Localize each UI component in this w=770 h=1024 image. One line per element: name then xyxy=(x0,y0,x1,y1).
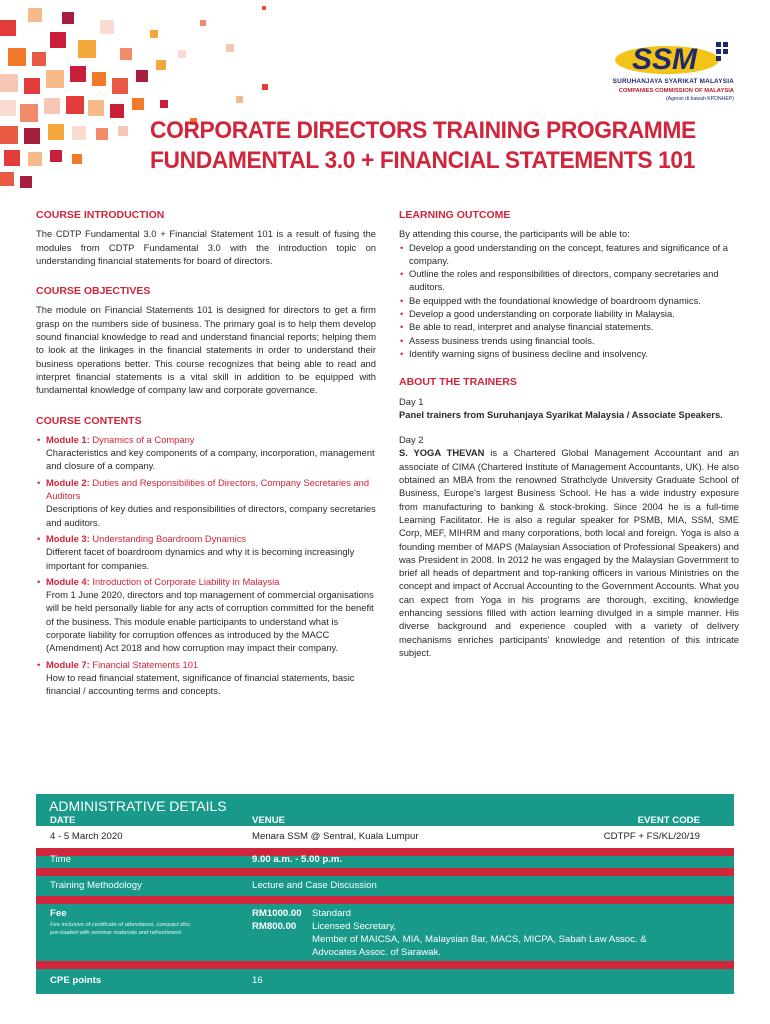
module-description: Descriptions of key duties and responsibilities of directors, company secretaries and auditors. xyxy=(46,503,376,528)
module-description: From 1 June 2020, directors and top management of commercial organisations will be held personally liable for any acts of corruption committed for the benefit of the business. This module enable participants to understand what is corporate liability for corruption offences as introduced by the MACC (Amendment) Act 2018 and how corruption may impact their company. xyxy=(46,589,374,654)
mosaic-square xyxy=(200,20,206,26)
fee-member-amount: RM800.00 xyxy=(252,921,297,932)
about-trainers-heading: ABOUT THE TRAINERS xyxy=(399,376,517,389)
fee-member-desc-2: Member of MAICSA, MIA, Malaysian Bar, MACS, MICPA, Sabah Law Assoc. & xyxy=(312,934,647,945)
methodology-value: Lecture and Case Discussion xyxy=(252,880,377,891)
learning-outcome-intro: By attending this course, the participants will be able to: xyxy=(399,228,630,240)
mosaic-square xyxy=(72,154,82,164)
ssm-logo xyxy=(604,36,734,120)
mosaic-square xyxy=(226,44,234,52)
outcome-item: • Assess business trends using financial tools. xyxy=(399,334,739,347)
mosaic-square xyxy=(110,104,124,118)
fee-member-desc-3: Advocates Assoc. of Sarawak. xyxy=(312,947,442,958)
course-contents-heading: COURSE CONTENTS xyxy=(36,414,142,427)
module-name: Dynamics of a Company xyxy=(92,433,195,445)
mosaic-square xyxy=(46,70,64,88)
venue-value: Menara SSM @ Sentral, Kuala Lumpur xyxy=(252,831,419,842)
course-contents xyxy=(36,415,376,698)
methodology-label: Training Methodology xyxy=(50,880,142,891)
module-item xyxy=(36,476,376,529)
event-code-label: EVENT CODE xyxy=(637,815,700,826)
mosaic-square xyxy=(62,12,74,24)
module-label: Module 2: xyxy=(46,476,90,488)
cpe-value: 16 xyxy=(252,975,263,986)
cpe-label: CPE points xyxy=(50,975,102,986)
outcome-item: • Be able to read, interpret and analyse financial statements. xyxy=(399,320,739,333)
mosaic-square xyxy=(0,172,14,186)
learning-outcome xyxy=(399,209,739,360)
logo-line-2: COMPANIES COMMISSION OF MALAYSIA xyxy=(618,88,734,94)
mosaic-square xyxy=(262,84,268,90)
fee-label: Fee xyxy=(50,908,67,919)
mosaic-square xyxy=(100,20,114,34)
course-objectives-heading: COURSE OBJECTIVES xyxy=(36,285,151,298)
mosaic-square xyxy=(24,128,40,144)
date-value: 4 - 5 March 2020 xyxy=(50,831,123,842)
fee-standard-desc: Standard xyxy=(312,908,351,919)
course-objectives-text: The module on Financial Statements 101 is designed for directors to get a firm grasp on the numbers side of business. The primary goal is to help them develop sound financial knowledge to read and understand financial reports; helping them to look at the linkages in the financial statements in order to understand their business operations better. This course recognizes that being able to read and interpret financial statements is a vital skill in addition to be equipped with fundamental knowledge of company law and corporate governance. xyxy=(36,304,376,396)
outcome-list xyxy=(399,241,739,361)
module-description: Different facet of boardroom dynamics and why it is becoming increasingly important for companies. xyxy=(46,546,355,571)
module-description: How to read financial statement, significance of financial statements, basic financial / accounting terms and concepts. xyxy=(46,671,355,697)
right-column xyxy=(399,209,739,659)
admin-heading: ADMINISTRATIVE DETAILS xyxy=(49,798,227,814)
module-list xyxy=(36,433,376,698)
module-label: Module 3: xyxy=(46,532,90,544)
mosaic-square xyxy=(178,50,186,58)
outcome-item: • Develop a good understanding on the concept, features and significance of a company. xyxy=(399,241,739,268)
mosaic-square xyxy=(156,60,166,70)
module-name: Financial Statements 101 xyxy=(92,658,199,670)
venue-label: VENUE xyxy=(252,815,286,826)
fee-member-desc: Licensed Secretary, xyxy=(312,921,397,932)
module-name: Understanding Boardroom Dynamics xyxy=(92,532,247,544)
mosaic-square xyxy=(78,40,96,58)
divider-strip xyxy=(36,848,734,856)
logo-line-1: SURUHANJAYA SYARIKAT MALAYSIA xyxy=(612,78,734,85)
mosaic-square xyxy=(48,124,64,140)
left-column xyxy=(36,209,376,701)
mosaic-square xyxy=(136,70,148,82)
page-title xyxy=(150,116,720,176)
trainer-bio-text: is a Chartered Global Management Accountant and an associate of CIMA (Chartered Institute of Management Accountants, UK). He also obtained an MBA from the renowned Strathclyde University Graduate School of Business, Europe's largest Business School. He has a wide industry exposure from manufacturing to banking & stock-broking. Since 2004 he is a full-time Learning Facilitator. He is also a regular speaker for PSMB, MIA, SSM, SME Corp, MEF, MIHRM and many corporations, both local and foreign. Yoga is also a founding member of MAPS (Malaysian Association of Professional Speakers) and was President in 2008. In 2012 he was engaged by the Malaysian Government to brief all heads of department and top-ranking officers in various Ministries on the concept and impact of Accrual Accounting to the Government Accounts. What you can expect from Yoga in his programs are thorough, exciting, knowledge enhancing sessions filled with action learning divulged in a simple manner. His diverse background and experience coupled with a variety of delivery mechanisms enriches participants' knowledge and retention of this intricate subject. xyxy=(399,447,739,658)
mosaic-square xyxy=(32,52,46,66)
outcome-item: • Identify warning signs of business decline and insolvency. xyxy=(399,347,739,360)
outcome-item: • Outline the roles and responsibilities of directors, company secretaries and auditors. xyxy=(399,267,739,294)
module-label: Module 4: xyxy=(46,575,90,587)
module-label: Module 1: xyxy=(46,433,90,445)
mosaic-square xyxy=(118,126,128,136)
mosaic-square xyxy=(236,96,243,103)
date-label: DATE xyxy=(50,815,76,826)
divider-strip xyxy=(36,896,734,904)
mosaic-square xyxy=(88,100,104,116)
time-label: Time xyxy=(50,854,71,865)
page-title-line-2: FUNDAMENTAL 3.0 + FINANCIAL STATEMENTS 101 xyxy=(150,147,696,174)
logo-line-3: (Agensi di bawah KPDNHEP) xyxy=(665,96,734,102)
module-item xyxy=(36,658,376,698)
mosaic-square xyxy=(50,32,66,48)
time-value: 9.00 a.m. - 5.00 p.m. xyxy=(252,854,343,865)
mosaic-square xyxy=(132,98,144,110)
mosaic-square xyxy=(20,104,38,122)
day1-label: Day 1 xyxy=(399,395,424,407)
logo-acronym: SSM xyxy=(632,43,698,76)
ssm-logo-mark xyxy=(612,36,734,78)
mosaic-square xyxy=(8,48,26,66)
administrative-details xyxy=(36,794,734,994)
divider-strip xyxy=(36,961,734,969)
mosaic-square xyxy=(28,152,42,166)
module-name: Duties and Responsibilities of Directors, Company Secretaries and Auditors xyxy=(46,476,370,502)
mosaic-square xyxy=(112,78,128,94)
module-item xyxy=(36,575,376,655)
mosaic-square xyxy=(160,100,168,108)
mosaic-square xyxy=(0,20,16,36)
day1-trainers: Panel trainers from Suruhanjaya Syarikat Malaysia / Associate Speakers. xyxy=(399,408,723,420)
outcome-item: • Be equipped with the foundational knowledge of boardroom dynamics. xyxy=(399,294,739,307)
mosaic-square xyxy=(66,96,84,114)
mosaic-square xyxy=(20,176,32,188)
course-objectives xyxy=(36,285,376,396)
mosaic-square xyxy=(0,126,18,144)
mosaic-square xyxy=(44,98,60,114)
admin-values-band xyxy=(36,826,734,848)
mosaic-square xyxy=(28,8,42,22)
page-title-line-1: CORPORATE DIRECTORS TRAINING PROGRAMME xyxy=(150,117,696,144)
mosaic-square xyxy=(50,150,62,162)
module-label: Module 7: xyxy=(46,658,90,670)
trainer-name: S. YOGA THEVAN xyxy=(399,447,485,459)
day2-label: Day 2 xyxy=(399,434,424,446)
event-code-value: CDTPF + FS/KL/20/19 xyxy=(603,831,700,842)
mosaic-square xyxy=(96,128,108,140)
course-introduction-text: The CDTP Fundamental 3.0 + Financial Statement 101 is a result of fusing the modules from CDTP Fundamental 3.0 with the introduction topic on understanding financial statements for board of directors. xyxy=(36,228,376,266)
mosaic-square xyxy=(120,48,132,60)
outcome-item: • Develop a good understanding on corporate liability in Malaysia. xyxy=(399,307,739,320)
module-name: Introduction of Corporate Liability in Malaysia xyxy=(92,575,280,587)
mosaic-square xyxy=(92,72,106,86)
divider-strip xyxy=(36,868,734,876)
module-item xyxy=(36,433,376,473)
module-description: Characteristics and key components of a company, incorporation, management and closure of a company. xyxy=(46,447,375,472)
fee-note: Fee inclusive of certificate of attendance, compact disc pre-loaded with seminar materials and refreshment. xyxy=(50,922,191,936)
fee-standard-amount: RM1000.00 xyxy=(252,908,302,919)
mosaic-square xyxy=(262,6,266,10)
mosaic-square xyxy=(0,74,18,92)
mosaic-square xyxy=(0,100,16,116)
mosaic-square xyxy=(150,30,158,38)
mosaic-square xyxy=(24,78,40,94)
mosaic-square xyxy=(4,150,20,166)
course-introduction-heading: COURSE INTRODUCTION xyxy=(36,209,165,221)
module-item xyxy=(36,532,376,572)
about-trainers xyxy=(399,376,739,659)
learning-outcome-heading: LEARNING OUTCOME xyxy=(399,209,511,221)
mosaic-square xyxy=(70,66,86,82)
course-introduction xyxy=(36,209,376,267)
mosaic-square xyxy=(72,126,86,140)
day2-trainer-bio xyxy=(399,446,739,659)
